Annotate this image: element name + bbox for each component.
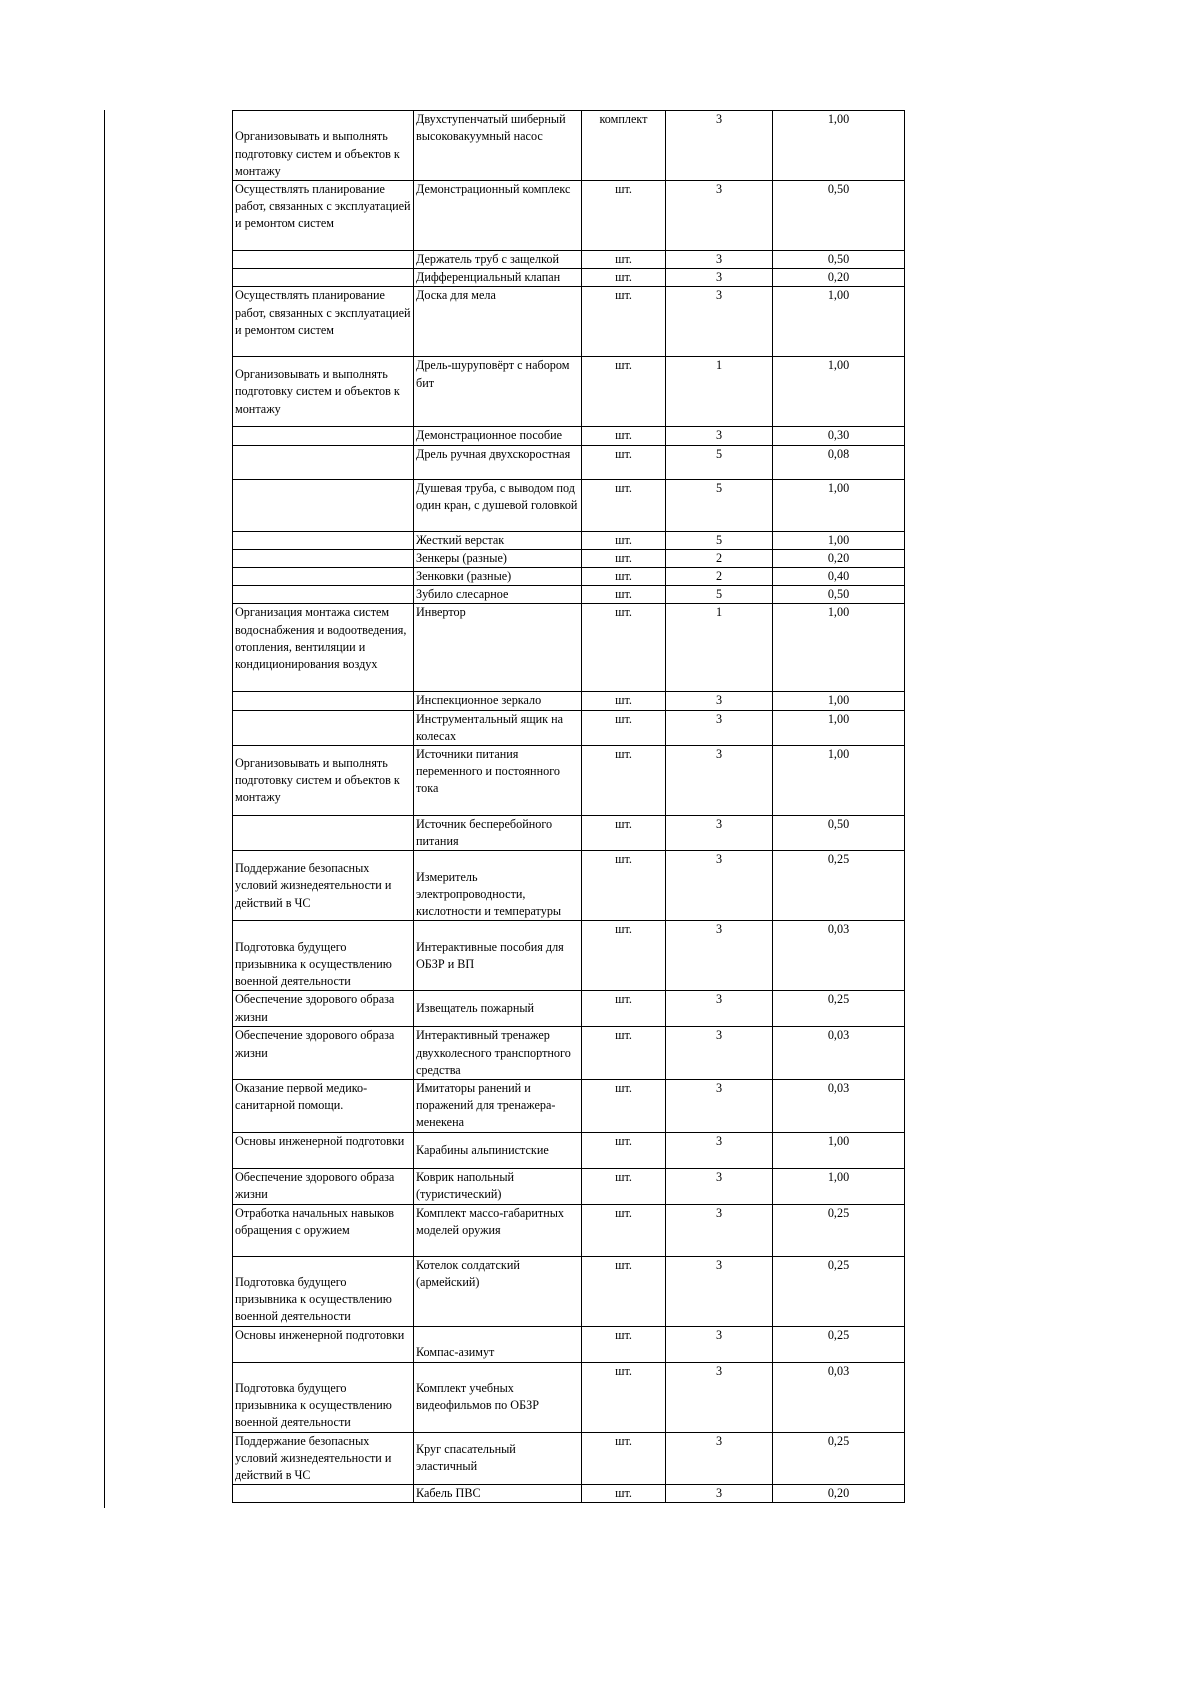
item-name-cell: Компас-азимут bbox=[414, 1326, 582, 1362]
norm-cell: 0,08 bbox=[773, 445, 905, 479]
unit-cell: шт. bbox=[582, 816, 666, 851]
table-row bbox=[233, 692, 905, 710]
norm-cell: 1,00 bbox=[773, 1168, 905, 1204]
quantity-cell: 3 bbox=[666, 1256, 773, 1326]
unit-cell: шт. bbox=[582, 851, 666, 921]
table-row bbox=[233, 1168, 905, 1204]
unit-cell: шт. bbox=[582, 1168, 666, 1204]
item-name-cell: Зенкеры (разные) bbox=[414, 549, 582, 567]
quantity-cell: 3 bbox=[666, 269, 773, 287]
table-row bbox=[233, 1204, 905, 1256]
competency-cell: Организовывать и выполнять подготовку систем и объектов к монтажу bbox=[233, 357, 414, 427]
norm-cell: 1,00 bbox=[773, 111, 905, 181]
competency-cell: Основы инженерной подготовки bbox=[233, 1132, 414, 1168]
unit-cell: шт. bbox=[582, 604, 666, 692]
item-name-cell: Дифференциальный клапан bbox=[414, 269, 582, 287]
unit-cell: шт. bbox=[582, 1362, 666, 1432]
item-name-cell: Источник бесперебойного питания bbox=[414, 816, 582, 851]
table-row bbox=[233, 1362, 905, 1432]
unit-cell: шт. bbox=[582, 1204, 666, 1256]
norm-cell: 0,25 bbox=[773, 1326, 905, 1362]
table-row bbox=[233, 427, 905, 445]
unit-cell: шт. bbox=[582, 357, 666, 427]
quantity-cell: 2 bbox=[666, 568, 773, 586]
competency-cell: Организация монтажа систем водоснабжения и водоотведения, отопления, вентиляции и кондиционирования воздух bbox=[233, 604, 414, 692]
unit-cell: шт. bbox=[582, 710, 666, 745]
item-name-cell: Круг спасательный эластичный bbox=[414, 1432, 582, 1485]
competency-cell bbox=[233, 251, 414, 269]
unit-cell: шт. bbox=[582, 479, 666, 531]
competency-cell: Оказание первой медико-санитарной помощи. bbox=[233, 1080, 414, 1133]
table-row bbox=[233, 1080, 905, 1133]
table-row bbox=[233, 710, 905, 745]
norm-cell: 0,03 bbox=[773, 1027, 905, 1080]
norm-cell: 1,00 bbox=[773, 1132, 905, 1168]
competency-cell bbox=[233, 1485, 414, 1503]
competency-cell bbox=[233, 816, 414, 851]
unit-cell: шт. bbox=[582, 181, 666, 251]
competency-cell bbox=[233, 710, 414, 745]
unit-cell: шт. bbox=[582, 1256, 666, 1326]
unit-cell: шт. bbox=[582, 427, 666, 445]
table-row bbox=[233, 479, 905, 531]
table-row bbox=[233, 1132, 905, 1168]
norm-cell: 0,03 bbox=[773, 1080, 905, 1133]
norm-cell: 0,25 bbox=[773, 1204, 905, 1256]
item-name-cell: Комплект массо-габаритных моделей оружия bbox=[414, 1204, 582, 1256]
norm-cell: 0,03 bbox=[773, 921, 905, 991]
table-row bbox=[233, 531, 905, 549]
norm-cell: 0,50 bbox=[773, 181, 905, 251]
item-name-cell: Жесткий верстак bbox=[414, 531, 582, 549]
norm-cell: 0,25 bbox=[773, 991, 905, 1027]
quantity-cell: 3 bbox=[666, 1432, 773, 1485]
quantity-cell: 3 bbox=[666, 1204, 773, 1256]
competency-cell: Обеспечение здорового образа жизни bbox=[233, 1168, 414, 1204]
item-name-cell: Демонстрационное пособие bbox=[414, 427, 582, 445]
table-row bbox=[233, 816, 905, 851]
norm-cell: 1,00 bbox=[773, 692, 905, 710]
item-name-cell: Карабины альпинистские bbox=[414, 1132, 582, 1168]
quantity-cell: 3 bbox=[666, 427, 773, 445]
table-row bbox=[233, 921, 905, 991]
competency-cell bbox=[233, 269, 414, 287]
quantity-cell: 3 bbox=[666, 1027, 773, 1080]
norm-cell: 0,25 bbox=[773, 1432, 905, 1485]
table-row bbox=[233, 746, 905, 816]
unit-cell: шт. bbox=[582, 1326, 666, 1362]
item-name-cell: Котелок солдатский (армейский) bbox=[414, 1256, 582, 1326]
unit-cell: шт. bbox=[582, 251, 666, 269]
margin-rule bbox=[104, 110, 105, 1508]
unit-cell: шт. bbox=[582, 1432, 666, 1485]
norm-cell: 1,00 bbox=[773, 746, 905, 816]
unit-cell: шт. bbox=[582, 746, 666, 816]
unit-cell: шт. bbox=[582, 549, 666, 567]
norm-cell: 1,00 bbox=[773, 531, 905, 549]
competency-cell bbox=[233, 479, 414, 531]
unit-cell: шт. bbox=[582, 445, 666, 479]
competency-cell: Обеспечение здорового образа жизни bbox=[233, 1027, 414, 1080]
quantity-cell: 3 bbox=[666, 1168, 773, 1204]
quantity-cell: 3 bbox=[666, 991, 773, 1027]
competency-cell: Подготовка будущего призывника к осуществлению военной деятельности bbox=[233, 921, 414, 991]
norm-cell: 1,00 bbox=[773, 357, 905, 427]
unit-cell: шт. bbox=[582, 1485, 666, 1503]
quantity-cell: 2 bbox=[666, 549, 773, 567]
item-name-cell: Измеритель электропроводности, кислотности и температуры bbox=[414, 851, 582, 921]
quantity-cell: 3 bbox=[666, 692, 773, 710]
table-row bbox=[233, 251, 905, 269]
competency-cell bbox=[233, 568, 414, 586]
unit-cell: шт. bbox=[582, 1027, 666, 1080]
competency-cell: Осуществлять планирование работ, связанных с эксплуатацией и ремонтом систем bbox=[233, 287, 414, 357]
norm-cell: 0,25 bbox=[773, 851, 905, 921]
norm-cell: 0,50 bbox=[773, 816, 905, 851]
table-row bbox=[233, 568, 905, 586]
quantity-cell: 3 bbox=[666, 181, 773, 251]
competency-cell bbox=[233, 427, 414, 445]
quantity-cell: 3 bbox=[666, 1485, 773, 1503]
table-row bbox=[233, 991, 905, 1027]
table-row bbox=[233, 287, 905, 357]
norm-cell: 0,03 bbox=[773, 1362, 905, 1432]
competency-cell: Подготовка будущего призывника к осуществлению военной деятельности bbox=[233, 1362, 414, 1432]
competency-cell: Поддержание безопасных условий жизнедеятельности и действий в ЧС bbox=[233, 1432, 414, 1485]
norm-cell: 0,50 bbox=[773, 251, 905, 269]
competency-cell: Основы инженерной подготовки bbox=[233, 1326, 414, 1362]
quantity-cell: 3 bbox=[666, 746, 773, 816]
item-name-cell: Имитаторы ранений и поражений для тренажера-менекена bbox=[414, 1080, 582, 1133]
norm-cell: 0,25 bbox=[773, 1256, 905, 1326]
item-name-cell: Двухступенчатый шиберный высоковакуумный насос bbox=[414, 111, 582, 181]
competency-cell bbox=[233, 586, 414, 604]
table-row bbox=[233, 111, 905, 181]
table-row bbox=[233, 1256, 905, 1326]
unit-cell: шт. bbox=[582, 1080, 666, 1133]
norm-cell: 0,20 bbox=[773, 549, 905, 567]
table-row bbox=[233, 269, 905, 287]
competency-cell bbox=[233, 445, 414, 479]
quantity-cell: 5 bbox=[666, 479, 773, 531]
item-name-cell: Инспекционное зеркало bbox=[414, 692, 582, 710]
competency-cell bbox=[233, 692, 414, 710]
item-name-cell: Комплект учебных видеофильмов по ОБЗР bbox=[414, 1362, 582, 1432]
quantity-cell: 5 bbox=[666, 531, 773, 549]
norm-cell: 0,20 bbox=[773, 1485, 905, 1503]
item-name-cell: Держатель труб с защелкой bbox=[414, 251, 582, 269]
item-name-cell: Демонстрационный комплекс bbox=[414, 181, 582, 251]
table-row bbox=[233, 181, 905, 251]
item-name-cell: Коврик напольный (туристический) bbox=[414, 1168, 582, 1204]
item-name-cell: Источники питания переменного и постоянного тока bbox=[414, 746, 582, 816]
quantity-cell: 3 bbox=[666, 1132, 773, 1168]
table-row bbox=[233, 586, 905, 604]
quantity-cell: 3 bbox=[666, 1326, 773, 1362]
competency-cell: Организовывать и выполнять подготовку систем и объектов к монтажу bbox=[233, 746, 414, 816]
item-name-cell: Инструментальный ящик на колесах bbox=[414, 710, 582, 745]
competency-cell bbox=[233, 549, 414, 567]
competency-cell: Поддержание безопасных условий жизнедеятельности и действий в ЧС bbox=[233, 851, 414, 921]
table-row bbox=[233, 445, 905, 479]
unit-cell: шт. bbox=[582, 586, 666, 604]
quantity-cell: 3 bbox=[666, 710, 773, 745]
quantity-cell: 3 bbox=[666, 287, 773, 357]
unit-cell: шт. bbox=[582, 1132, 666, 1168]
quantity-cell: 3 bbox=[666, 111, 773, 181]
quantity-cell: 3 bbox=[666, 921, 773, 991]
item-name-cell: Интерактивные пособия для ОБЗР и ВП bbox=[414, 921, 582, 991]
norm-cell: 0,30 bbox=[773, 427, 905, 445]
unit-cell: шт. bbox=[582, 991, 666, 1027]
table-row bbox=[233, 1027, 905, 1080]
table-row bbox=[233, 851, 905, 921]
quantity-cell: 1 bbox=[666, 357, 773, 427]
table-row bbox=[233, 1485, 905, 1503]
quantity-cell: 1 bbox=[666, 604, 773, 692]
competency-cell: Отработка начальных навыков обращения с оружием bbox=[233, 1204, 414, 1256]
item-name-cell: Душевая труба, с выводом под один кран, с душевой головкой bbox=[414, 479, 582, 531]
unit-cell: шт. bbox=[582, 269, 666, 287]
quantity-cell: 3 bbox=[666, 251, 773, 269]
equipment-table bbox=[232, 110, 905, 1503]
item-name-cell: Кабель ПВС bbox=[414, 1485, 582, 1503]
table-row bbox=[233, 1326, 905, 1362]
table-row bbox=[233, 604, 905, 692]
quantity-cell: 5 bbox=[666, 586, 773, 604]
table-row bbox=[233, 549, 905, 567]
competency-cell: Осуществлять планирование работ, связанных с эксплуатацией и ремонтом систем bbox=[233, 181, 414, 251]
item-name-cell: Зенковки (разные) bbox=[414, 568, 582, 586]
competency-cell: Подготовка будущего призывника к осуществлению военной деятельности bbox=[233, 1256, 414, 1326]
quantity-cell: 3 bbox=[666, 1362, 773, 1432]
table-row bbox=[233, 1432, 905, 1485]
norm-cell: 1,00 bbox=[773, 479, 905, 531]
norm-cell: 1,00 bbox=[773, 287, 905, 357]
quantity-cell: 5 bbox=[666, 445, 773, 479]
competency-cell bbox=[233, 531, 414, 549]
item-name-cell: Инвертор bbox=[414, 604, 582, 692]
quantity-cell: 3 bbox=[666, 851, 773, 921]
norm-cell: 1,00 bbox=[773, 604, 905, 692]
unit-cell: комплект bbox=[582, 111, 666, 181]
competency-cell: Организовывать и выполнять подготовку систем и объектов к монтажу bbox=[233, 111, 414, 181]
competency-cell: Обеспечение здорового образа жизни bbox=[233, 991, 414, 1027]
norm-cell: 0,20 bbox=[773, 269, 905, 287]
unit-cell: шт. bbox=[582, 692, 666, 710]
equipment-table-body bbox=[233, 111, 905, 1503]
item-name-cell: Извещатель пожарный bbox=[414, 991, 582, 1027]
item-name-cell: Доска для мела bbox=[414, 287, 582, 357]
item-name-cell: Дрель-шуруповёрт с набором бит bbox=[414, 357, 582, 427]
unit-cell: шт. bbox=[582, 921, 666, 991]
unit-cell: шт. bbox=[582, 531, 666, 549]
table-row bbox=[233, 357, 905, 427]
item-name-cell: Зубило слесарное bbox=[414, 586, 582, 604]
norm-cell: 1,00 bbox=[773, 710, 905, 745]
norm-cell: 0,40 bbox=[773, 568, 905, 586]
unit-cell: шт. bbox=[582, 568, 666, 586]
item-name-cell: Дрель ручная двухскоростная bbox=[414, 445, 582, 479]
quantity-cell: 3 bbox=[666, 1080, 773, 1133]
quantity-cell: 3 bbox=[666, 816, 773, 851]
item-name-cell: Интерактивный тренажер двухколесного транспортного средства bbox=[414, 1027, 582, 1080]
norm-cell: 0,50 bbox=[773, 586, 905, 604]
unit-cell: шт. bbox=[582, 287, 666, 357]
